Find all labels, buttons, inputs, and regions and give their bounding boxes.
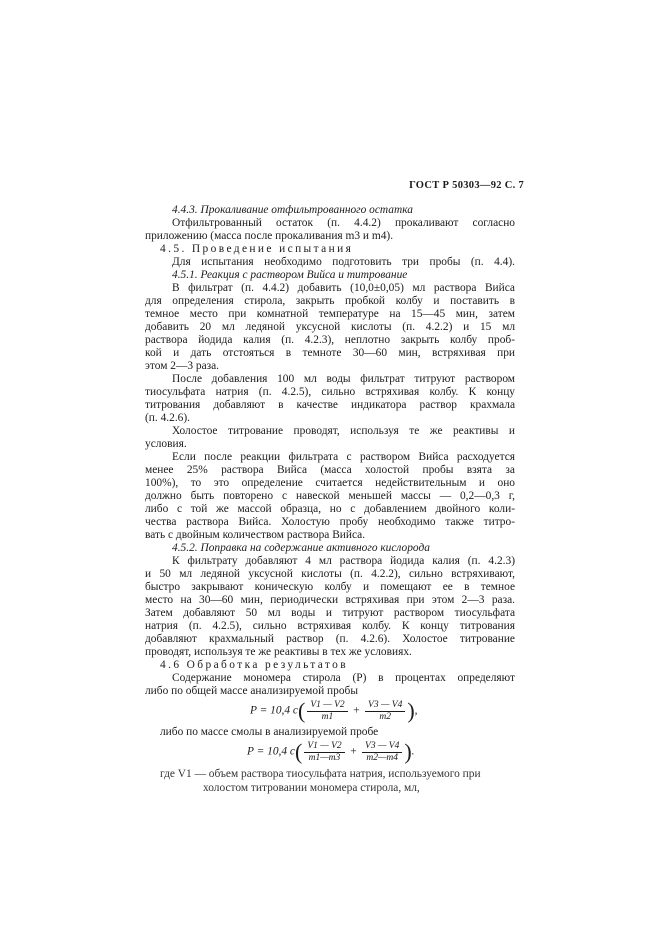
paragraph-line: раствора йодида калия (п. 4.2.3), неплотно закрыть колбу проб- (145, 334, 515, 346)
formula-numerator: V3 — V4 (362, 741, 402, 753)
formula-numerator: V1 — V2 (304, 741, 344, 753)
formula-numerator: V1 — V2 (307, 700, 347, 712)
section-heading-4-5: 4.5. Проведение испытания (160, 243, 354, 255)
paragraph-line: тиосульфата натрия (п. 4.2.5), сильно встряхивая колбу. К концу (145, 386, 515, 398)
variable-definition: где V1 — объем раствора тиосульфата натрия, используемого при (160, 768, 481, 780)
paragraph-line: для определения стирола, закрыть пробкой колбу и поставить в (145, 295, 515, 307)
paragraph-line: этом 2—3 раза. (145, 360, 220, 372)
paragraph-line: К фильтрату добавляют 4 мл раствора йодида калия (п. 4.2.3) (172, 555, 515, 567)
paragraph-line: В фильтрат (п. 4.4.2) добавить (10,0±0,05) мл раствора Вийса (172, 282, 515, 294)
formula-denominator: m2 (379, 711, 391, 722)
formula-denominator: m2—m4 (366, 752, 398, 763)
section-heading-4-5-1: 4.5.1. Реакция с раствором Вийса и титрование (172, 269, 408, 281)
formula-resin-mass: P = 10,4 c( $\frac{V1 — V2}{m1—m3}$ + $\frac{V3 — V4}{m2—m4}$ ). (247, 739, 415, 764)
formula-total-mass: P = 10,4 c( $\frac{V1 — V2}{m1}$ + $\frac{V3 — V4}{m2}$ ), (250, 698, 418, 723)
formula-tail: , (414, 704, 418, 717)
formula-lhs: P = 10,4 c (247, 745, 295, 758)
paragraph-line: условия. (145, 438, 187, 450)
paragraph-line: должно быть повторено с навеской меньшей массы — 0,2—0,3 г, (145, 490, 515, 502)
paragraph-line: и 50 мл ледяной уксусной кислоты (п. 4.2.2), сильно встряхивают, (145, 568, 515, 580)
paragraph-line: 100%), то это определение считается недействительным и оно (145, 477, 515, 489)
paragraph-line: темное место при комнатной температуре на 15—45 мин, затем (145, 308, 515, 320)
paragraph-line: кой и дать отстояться в темноте 30—60 мин, встряхивая при (145, 347, 515, 359)
paragraph-line: либо по общей массе анализируемой пробы (145, 685, 358, 697)
section-heading-4-5-2: 4.5.2. Поправка на содержание активного кислорода (172, 542, 430, 554)
paragraph-line: натрия (п. 4.2.5), сильно встряхивая колбу. К концу титрования (145, 620, 515, 632)
page-header: ГОСТ Р 50303—92 С. 7 (409, 180, 524, 191)
paragraph-line: чества раствора Вийса. Холостую пробу необходимо также титро- (145, 516, 515, 528)
formula-tail: . (411, 745, 415, 758)
paragraph-line: менее 25% раствора Вийса (масса холостой пробы взята за (145, 464, 515, 476)
formula-numerator: V3 — V4 (365, 700, 405, 712)
paragraph-line: место на 30—60 мин, периодически встряхивая при этом 2—3 раза. (145, 594, 515, 606)
paragraph-line: добавляют крахмальный раствор (п. 4.2.6). Холостое титрование (145, 633, 515, 645)
paragraph-line: Если после реакции фильтрата с раствором Вийса расходуется (172, 451, 515, 463)
formula-lhs: P = 10,4 c (250, 704, 298, 717)
paragraph-line: быстро закрывают коническую колбу и помещают ее в темное (145, 581, 515, 593)
paragraph-line: либо по массе смолы в анализируемой пробе (160, 726, 379, 738)
paragraph-line: либо с той же массой образца, но с добавлением двойного коли- (145, 503, 515, 515)
paragraph-line: Холостое титрование проводят, используя те же реактивы и (172, 425, 515, 437)
variable-definition: холостом титровании мономера стирола, мл, (203, 782, 420, 794)
paragraph-line: (п. 4.2.6). (145, 412, 191, 424)
formula-denominator: m1 (321, 711, 334, 722)
section-heading-4-6: 4.6 Обработка результатов (160, 659, 349, 671)
paragraph-line: проводят, используя те же реактивы в тех же условиях. (145, 646, 412, 658)
paragraph-line: вать с двойным количеством раствора Вийса. (145, 529, 366, 541)
paragraph-line: титрования добавляют в качестве индикатора раствор крахмала (145, 399, 515, 411)
paragraph-line: Отфильтрованный остаток (п. 4.4.2) прокаливают согласно (172, 217, 515, 229)
paragraph-line: приложению (масса после прокаливания m3 и m4). (145, 230, 394, 242)
formula-denominator: m1—m3 (308, 752, 341, 763)
paragraph-line: После добавления 100 мл воды фильтрат титруют раствором (172, 373, 515, 385)
section-heading-4-4-3: 4.4.3. Прокаливание отфильтрованного остатка (172, 204, 413, 216)
paragraph-line: Для испытания необходимо подготовить три пробы (п. 4.4). (172, 256, 515, 268)
paragraph-line: Содержание мономера стирола (P) в процентах определяют (172, 672, 515, 684)
paragraph-line: добавить 20 мл ледяной уксусной кислоты (п. 4.2.2) и 15 мл (145, 321, 515, 333)
paragraph-line: Затем добавляют 50 мл воды и титруют раствором тиосульфата (145, 607, 515, 619)
